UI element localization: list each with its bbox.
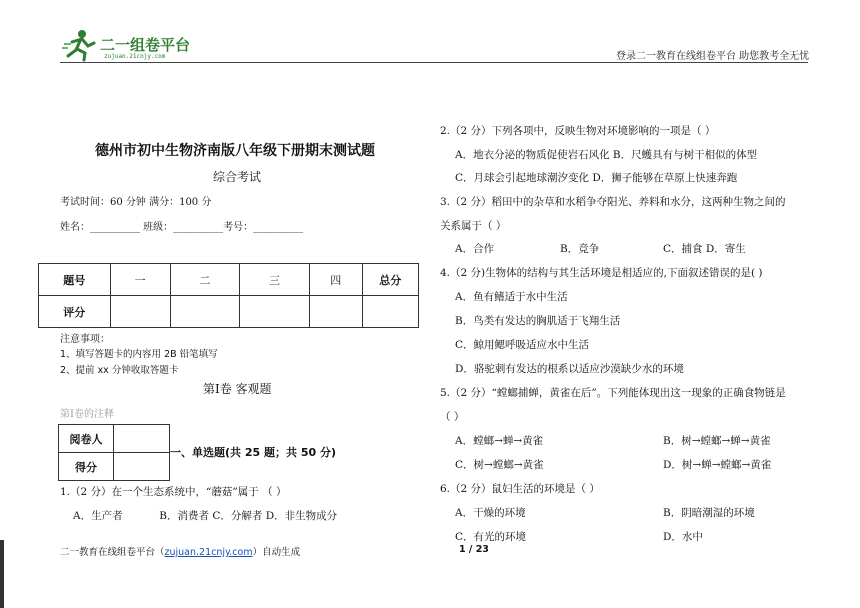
runner-logo-icon — [62, 28, 98, 62]
question-4-option: B．鸟类有发达的胸肌适于飞翔生活 — [455, 315, 621, 327]
question-6-option: C．有光的环境 — [455, 531, 527, 543]
question-5-option: B．树→螳螂→蝉→黄雀 — [663, 435, 771, 447]
notes-item: 2、提前 xx 分钟收取答题卡 — [60, 365, 179, 376]
question-2-options-line1: A．地衣分泌的物质促使岩石风化 B．尺蠖具有与树干相似的体型 — [455, 149, 758, 161]
score-table-header-row — [39, 264, 419, 296]
score-cell[interactable] — [362, 296, 418, 328]
question-6-option: D．水中 — [663, 531, 703, 543]
score-row-label: 评分 — [39, 296, 111, 328]
score-table-header: 题号 — [39, 264, 111, 296]
header-slogan: 登录二一教育在线组卷平台 助您教考全无忧 — [616, 51, 810, 62]
section-note: 第Ⅰ卷的注释 — [60, 409, 114, 420]
score-table-header: 四 — [309, 264, 362, 296]
footer-credit — [60, 544, 300, 558]
score-label: 得分 — [59, 453, 114, 481]
question-6-option: A．干燥的环境 — [455, 507, 526, 519]
question-1-options: A．生产者 B．消费者 C．分解者 D．非生物成分 — [73, 510, 338, 522]
header-divider — [60, 62, 808, 63]
question-1-stem: 1.（2 分）在一个生态系统中，“蘑菇”属于 （ ） — [60, 486, 287, 498]
question-4-option: C．鲸用鳃呼吸适应水中生活 — [455, 339, 590, 351]
question-5-option: C．树→螳螂→黄雀 — [455, 459, 544, 471]
question-5-stem: 5.（2 分）“螳螂捕蝉，黄雀在后”。下列能体现出这一现象的正确食物链是 — [440, 387, 786, 399]
footer-text-end: ）自动生成 — [252, 547, 301, 558]
logo-subtext: zujuan.21cnjy.com — [104, 53, 166, 60]
question-4-option: D．骆驼刺有发达的根系以适应沙漠缺少水的环境 — [455, 363, 684, 375]
left-edge-bar — [0, 540, 4, 608]
score-cell[interactable] — [110, 296, 170, 328]
notes-item: 1、填写答题卡的内容用 2B 铅笔填写 — [60, 349, 218, 360]
exam-subtitle: 综合考试 — [213, 170, 262, 184]
question-6-stem: 6.（2 分）鼠妇生活的环境是（ ） — [440, 483, 600, 495]
question-3-option: B．竞争 — [560, 243, 600, 255]
score-table-header: 总分 — [362, 264, 418, 296]
section-title: 第Ⅰ卷 客观题 — [203, 382, 272, 396]
footer-link[interactable]: zujuan.21cnjy.com — [164, 547, 253, 558]
question-2-stem: 2.（2 分）下列各项中，反映生物对环境影响的一项是（ ） — [440, 125, 716, 137]
question-3-option: C．捕食 D．寄生 — [663, 243, 746, 255]
exam-time-score: 考试时间：60 分钟 满分：100 分 — [60, 197, 212, 208]
score-input-cell[interactable] — [114, 453, 170, 481]
question-5-option: A．螳螂→蝉→黄雀 — [455, 435, 544, 447]
logo[interactable] — [62, 26, 202, 66]
score-table-row — [39, 296, 419, 328]
question-5-option: D．树→蝉→螳螂→黄雀 — [663, 459, 772, 471]
question-5-stem-cont: （ ） — [440, 411, 465, 423]
exam-name-line: 姓名：__________ 班级：__________考号：__________ — [60, 222, 304, 233]
footer-text: 二一教育在线组卷平台（ — [60, 547, 165, 558]
page-number: 1 / 23 — [459, 544, 489, 555]
logo-text: 二一组卷平台 — [100, 36, 191, 54]
question-3-option: A．合作 — [455, 243, 495, 255]
question-2-options-line2: C．月球会引起地球潮汐变化 D．狮子能够在草原上快速奔跑 — [455, 172, 738, 184]
reviewer-table — [58, 424, 170, 481]
exam-title: 德州市初中生物济南版八年级下册期末测试题 — [95, 143, 375, 159]
score-cell[interactable] — [309, 296, 362, 328]
reviewer-label: 阅卷人 — [59, 425, 114, 453]
question-4-option: A．鱼有鳍适于水中生活 — [455, 291, 568, 303]
score-table-header: 一 — [110, 264, 170, 296]
question-3-stem-cont: 关系属于（ ） — [440, 220, 507, 232]
reviewer-cell[interactable] — [114, 425, 170, 453]
question-4-stem: 4.（2 分)生物体的结构与其生活环境是相适应的,下面叙述错误的是( ) — [440, 267, 763, 279]
score-cell[interactable] — [170, 296, 240, 328]
question-3-stem: 3.（2 分）稻田中的杂草和水稻争夺阳光、养料和水分，这两种生物之间的 — [440, 196, 786, 208]
question-6-option: B．阴暗潮湿的环境 — [663, 507, 755, 519]
score-cell[interactable] — [240, 296, 310, 328]
score-table — [38, 263, 419, 328]
part-title: 一、单选题(共 25 题；共 50 分) — [170, 446, 336, 459]
notes-title: 注意事项： — [60, 334, 110, 345]
score-table-header: 三 — [240, 264, 310, 296]
score-table-header: 二 — [170, 264, 240, 296]
